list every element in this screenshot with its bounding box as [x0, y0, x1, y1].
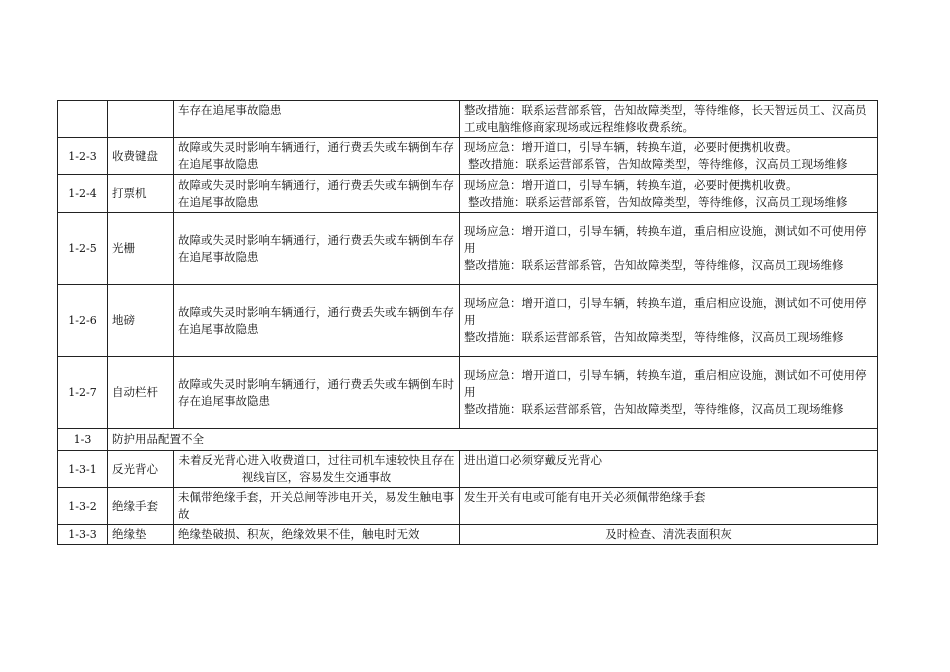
hazard-table	[57, 100, 878, 545]
row-id: 1-2-5	[58, 213, 108, 285]
measures-cell: 现场应急：增开道口，引导车辆，转换车道，必要时便携机收费。 整改措施：联系运营部系管，告知故障类型，等待维修，汉高员工现场维修	[460, 138, 878, 175]
row-id: 1-3-2	[58, 488, 108, 525]
row-name: 反光背心	[108, 451, 174, 488]
row-name: 光栅	[108, 213, 174, 285]
table-row	[58, 488, 878, 525]
hazard-cell: 绝缘垫破损、积灰，绝缘效果不佳，触电时无效	[174, 525, 460, 545]
measures-cell: 现场应急：增开道口，引导车辆，转换车道，重启相应设施，测试如不可使用停用 整改措施：联系运营部系管，告知故障类型，等待维修，汉高员工现场维修	[460, 213, 878, 285]
hazard-cell: 故障或失灵时影响车辆通行，通行费丢失或车辆倒车时存在追尾事故隐患	[174, 357, 460, 429]
row-name: 打票机	[108, 175, 174, 213]
row-id: 1-3-3	[58, 525, 108, 545]
table-row	[58, 357, 878, 429]
hazard-cell: 未佩带绝缘手套，开关总闸等涉电开关，易发生触电事故	[174, 488, 460, 525]
measures-cell: 现场应急：增开道口，引导车辆，转换车道，重启相应设施，测试如不可使用停用 整改措施：联系运营部系管，告知故障类型，等待维修，汉高员工现场维修	[460, 285, 878, 357]
section-id: 1-3	[58, 429, 108, 451]
table-row	[58, 138, 878, 175]
measures-cell: 现场应急：增开道口，引导车辆，转换车道，必要时便携机收费。 整改措施：联系运营部系管，告知故障类型，等待维修，汉高员工现场维修	[460, 175, 878, 213]
hazard-cell: 故障或失灵时影响车辆通行，通行费丢失或车辆倒车存在追尾事故隐患	[174, 138, 460, 175]
hazard-cell: 车存在追尾事故隐患	[174, 101, 460, 138]
table-row	[58, 451, 878, 488]
measures-cell: 及时检查、清洗表面积灰	[460, 525, 878, 545]
measures-cell: 现场应急：增开道口，引导车辆，转换车道，重启相应设施，测试如不可使用停用 整改措施：联系运营部系管，告知故障类型，等待维修，汉高员工现场维修	[460, 357, 878, 429]
row-id: 1-2-4	[58, 175, 108, 213]
row-id: 1-2-7	[58, 357, 108, 429]
section-title: 防护用品配置不全	[108, 429, 878, 451]
row-name: 收费键盘	[108, 138, 174, 175]
row-name: 地磅	[108, 285, 174, 357]
hazard-cell: 未着反光背心进入收费道口，过往司机车速较快且存在视线盲区，容易发生交通事故	[174, 451, 460, 488]
measures-cell: 发生开关有电或可能有电开关必须佩带绝缘手套	[460, 488, 878, 525]
hazard-cell: 故障或失灵时影响车辆通行，通行费丢失或车辆倒车存在追尾事故隐患	[174, 285, 460, 357]
hazard-cell: 故障或失灵时影响车辆通行，通行费丢失或车辆倒车存在追尾事故隐患	[174, 213, 460, 285]
table-row	[58, 101, 878, 138]
hazard-cell: 故障或失灵时影响车辆通行，通行费丢失或车辆倒车存在追尾事故隐患	[174, 175, 460, 213]
row-name: 自动栏杆	[108, 357, 174, 429]
row-id: 1-3-1	[58, 451, 108, 488]
table-row	[58, 525, 878, 545]
row-id	[58, 101, 108, 138]
row-id: 1-2-3	[58, 138, 108, 175]
measures-cell: 整改措施：联系运营部系管，告知故障类型，等待维修，长天智远员工、汉高员工或电脑维修商家现场或远程维修收费系统。	[460, 101, 878, 138]
measures-cell: 进出道口必须穿戴反光背心	[460, 451, 878, 488]
table-row	[58, 213, 878, 285]
row-name: 绝缘垫	[108, 525, 174, 545]
row-name: 绝缘手套	[108, 488, 174, 525]
row-name	[108, 101, 174, 138]
section-row	[58, 429, 878, 451]
table-row	[58, 285, 878, 357]
table-row	[58, 175, 878, 213]
row-id: 1-2-6	[58, 285, 108, 357]
